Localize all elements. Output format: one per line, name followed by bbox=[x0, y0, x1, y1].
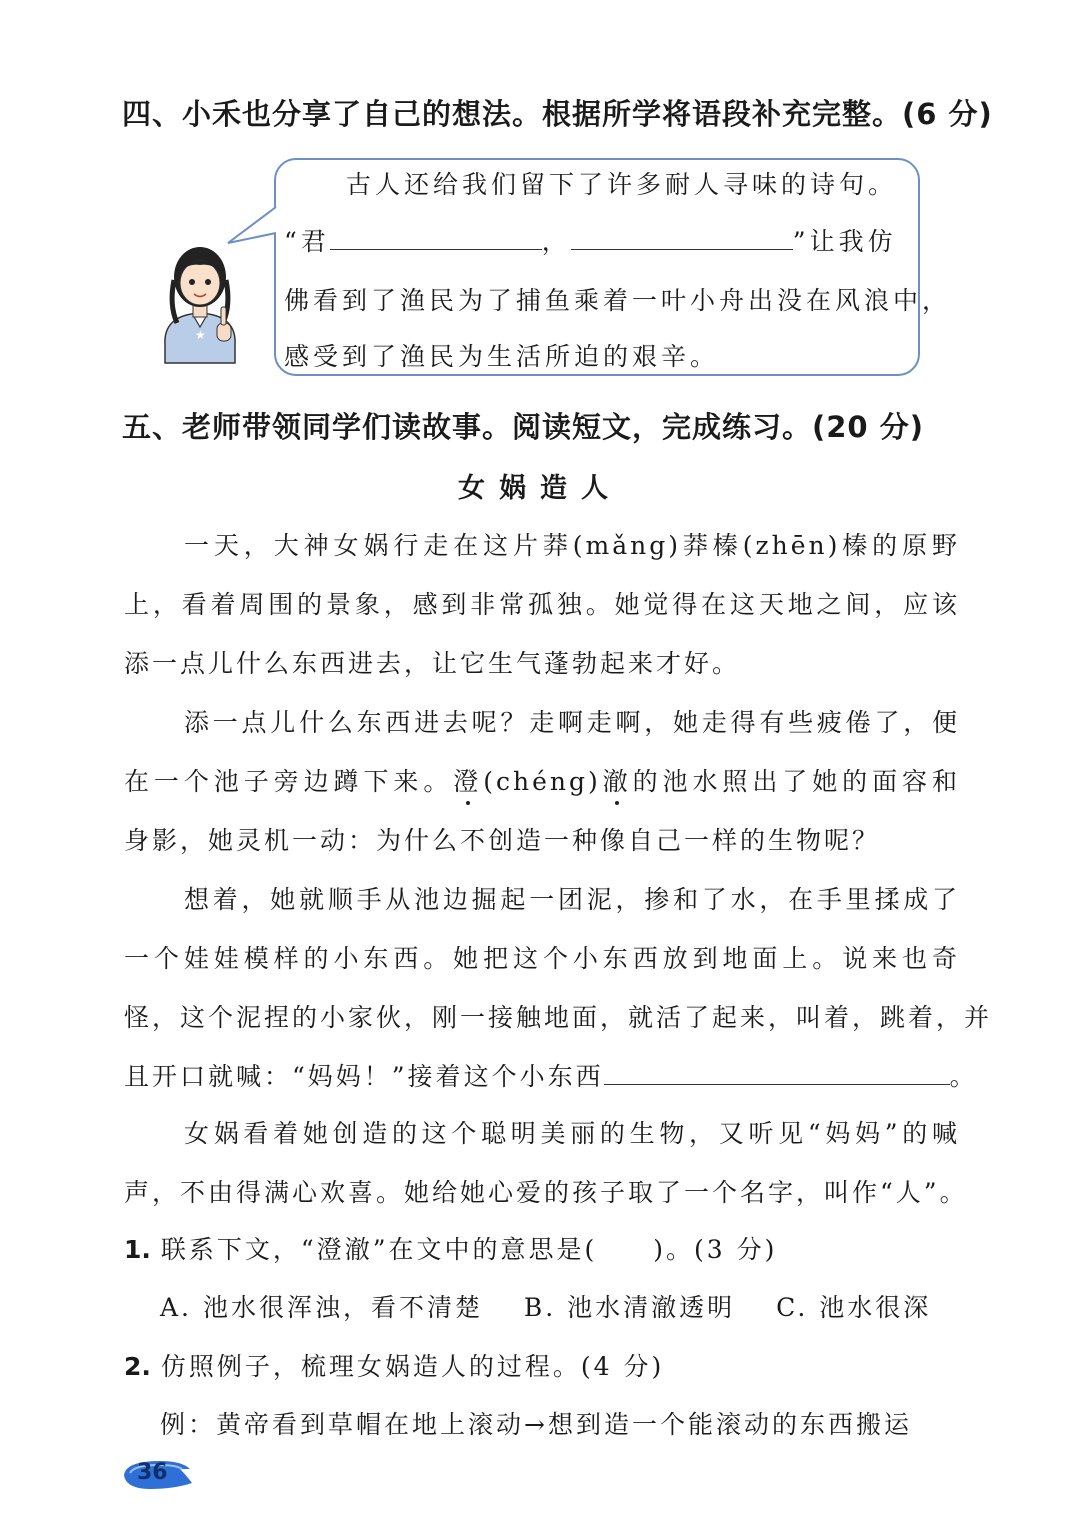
svg-text:★: ★ bbox=[195, 328, 206, 342]
paragraph-3-line: 一个娃娃模样的小东西。她把这个小东西放到地面上。说来也奇 bbox=[124, 944, 960, 973]
emphasis-char: 澈 bbox=[600, 767, 633, 796]
emphasis-char: 澄 bbox=[453, 767, 484, 796]
paragraph-1-line: 一天，大神女娲行走在这片莽(mǎng)莽榛(zhēn)榛的原野 bbox=[184, 531, 960, 560]
question-1-text: 联系下文，“澄澈”在文中的意思是( )。(3 分) bbox=[160, 1235, 778, 1264]
paragraph-3-text: 且开口就喊：“妈妈！”接着这个小东西 bbox=[124, 1062, 604, 1091]
option-b[interactable]: B. 池水清澈透明 bbox=[523, 1293, 736, 1322]
story-blank[interactable] bbox=[604, 1062, 950, 1085]
question-2 bbox=[124, 1347, 664, 1383]
bubble-line-2-prefix: “君 bbox=[284, 227, 330, 256]
section-4-title: 四、小禾也分享了自己的想法。根据所学将语段补充完整。(6 分) bbox=[122, 97, 993, 131]
section-5-title: 五、老师带领同学们读故事。阅读短文，完成练习。(20 分) bbox=[122, 410, 924, 444]
paragraph-2-line bbox=[124, 762, 960, 798]
question-2-text: 仿照例子，梳理女娲造人的过程。(4 分) bbox=[160, 1352, 665, 1381]
bubble-line-2-comma: ， bbox=[541, 227, 571, 256]
page-number: 36 bbox=[137, 1460, 168, 1485]
question-1-number: 1. bbox=[124, 1235, 151, 1264]
paragraph-2-line: 身影，她灵机一动：为什么不创造一种像自己一样的生物呢？ bbox=[124, 826, 881, 855]
paragraph-3-line: 想着，她就顺手从池边掘起一团泥，掺和了水，在手里揉成了 bbox=[184, 885, 960, 914]
bubble-line-4: 感受到了渔民为生活所迫的艰辛。 bbox=[284, 342, 720, 371]
pinyin: (chéng) bbox=[483, 767, 601, 796]
poem-blank-1[interactable] bbox=[330, 227, 542, 250]
question-1 bbox=[124, 1230, 777, 1266]
paragraph-1-line: 上，看着周围的景象，感到非常孤独。她觉得在这天地之间，应该 bbox=[124, 590, 960, 619]
paragraph-2-text: 的池水照出了她的面容和 bbox=[632, 767, 960, 796]
story-title: 女娲造人 bbox=[458, 473, 622, 504]
paragraph-4-line: 声，不由得满心欢喜。她给她心爱的孩子取了一个名字，叫作“人”。 bbox=[124, 1178, 968, 1207]
option-a[interactable]: A. 池水很浑浊，看不清楚 bbox=[160, 1293, 483, 1322]
question-2-number: 2. bbox=[124, 1352, 151, 1381]
girl-illustration bbox=[155, 235, 245, 370]
question-2-example: 例：黄帝看到草帽在地上滚动→想到造一个能滚动的东西搬运 bbox=[160, 1410, 912, 1439]
speech-bubble-tail bbox=[226, 205, 280, 249]
period: 。 bbox=[949, 1062, 978, 1091]
paragraph-3-line bbox=[124, 1057, 978, 1093]
bubble-line-2 bbox=[284, 222, 897, 258]
bubble-line-3: 佛看到了渔民为了捕鱼乘着一叶小舟出没在风浪中， bbox=[284, 286, 952, 315]
paragraph-4-line: 女娲看着她创造的这个聪明美丽的生物，又听见“妈妈”的喊 bbox=[184, 1119, 960, 1148]
question-1-options bbox=[160, 1288, 961, 1324]
bubble-line-1: 古人还给我们留下了许多耐人寻味的诗句。 bbox=[346, 170, 898, 199]
paragraph-2-text: 在一个池子旁边蹲下来。 bbox=[124, 767, 454, 796]
poem-blank-2[interactable] bbox=[571, 227, 793, 250]
paragraph-1-line: 添一点儿什么东西进去，让它生气蓬勃起来才好。 bbox=[124, 649, 741, 678]
bubble-line-2-suffix: ”让我仿 bbox=[792, 227, 897, 256]
option-c[interactable]: C. 池水很深 bbox=[776, 1293, 932, 1322]
paragraph-2-line: 添一点儿什么东西进去呢？走啊走啊，她走得有些疲倦了，便 bbox=[184, 708, 960, 737]
paragraph-3-line: 怪，这个泥捏的小家伙，刚一接触地面，就活了起来，叫着，跳着，并 bbox=[124, 1003, 993, 1032]
